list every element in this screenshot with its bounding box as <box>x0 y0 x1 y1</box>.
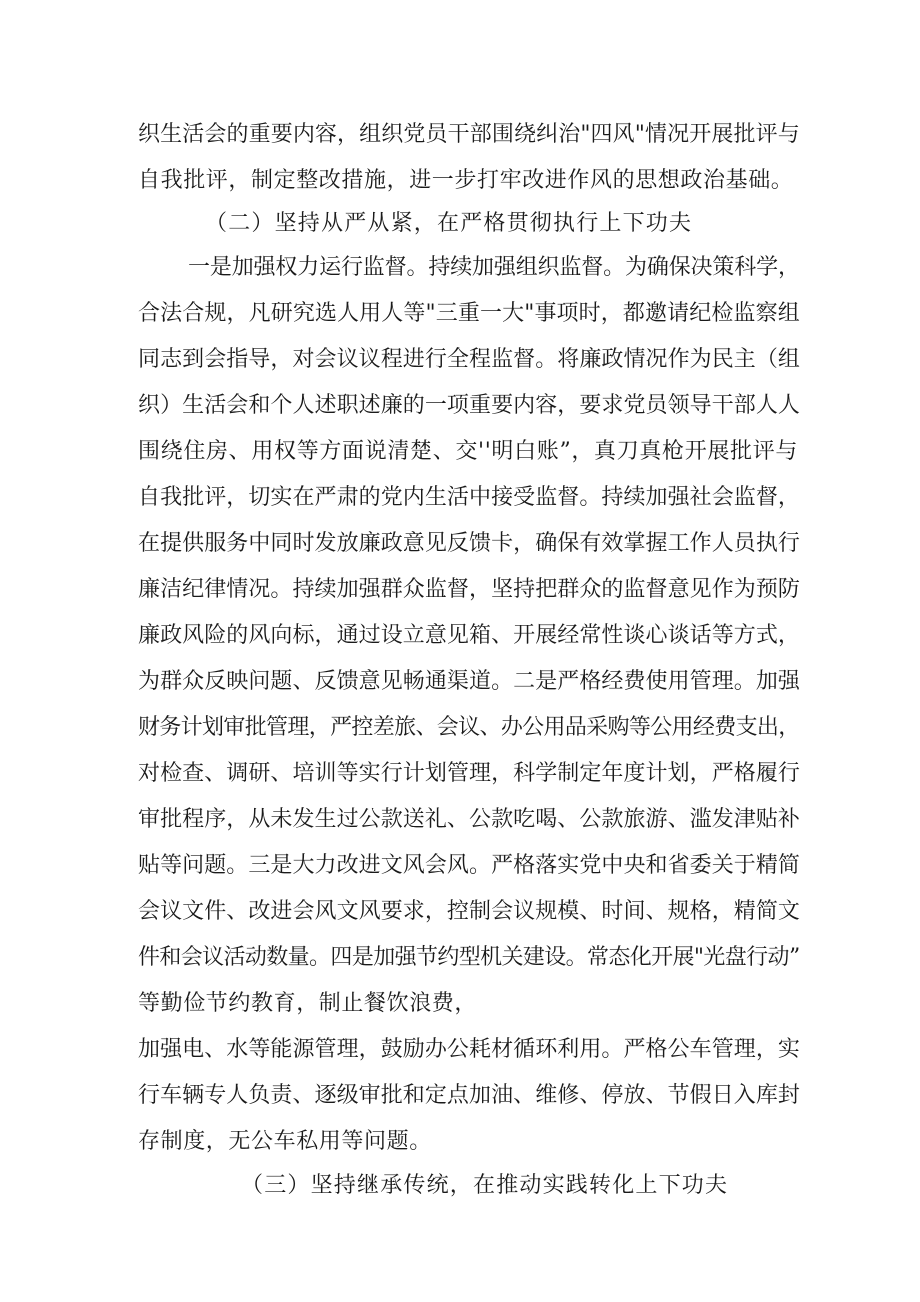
paragraph-line: 件和会议活动数量。四是加强节约型机关建设。常态化开展"光盘行动” <box>138 945 800 970</box>
paragraph-line: 织）生活会和个人述职述廉的一项重要内容，要求党员领导干部人人 <box>138 393 801 418</box>
paragraph-line: 自我批评，切实在严肃的党内生活中接受监督。持续加强社会监督， <box>138 485 801 510</box>
paragraph-line: 等勤俭节约教育，制止餐饮浪费， <box>138 991 478 1016</box>
paragraph-line: 同志到会指导，对会议议程进行全程监督。将廉政情况作为民主（组 <box>138 347 801 372</box>
paragraph-line: 自我批评，制定整改措施，进一步打牢改进作风的思想政治基础。 <box>138 168 794 193</box>
paragraph-line: 审批程序，从未发生过公款送礼、公款吃喝、公款旅游、滥发津贴补 <box>138 807 801 832</box>
paragraph-line: 会议文件、改进会风文风要求，控制会议规模、时间、规格，精简文 <box>138 899 801 924</box>
paragraph-line: 一是加强权力运行监督。持续加强组织监督。为确保决策科学， <box>188 255 800 280</box>
paragraph-line: 贴等问题。三是大力改进文风会风。严格落实党中央和省委关于精简 <box>138 853 801 878</box>
paragraph-line: 对检查、调研、培训等实行计划管理，科学制定年度计划，严格履行 <box>138 761 801 786</box>
paragraph-line: 廉洁纪律情况。持续加强群众监督，坚持把群众的监督意见作为预防 <box>138 577 801 602</box>
paragraph-line: 织生活会的重要内容，组织党员干部围绕纠治"四风"情况开展批评与 <box>138 122 800 147</box>
paragraph-line: 财务计划审批管理，严控差旅、会议、办公用品采购等公用经费支出， <box>138 715 800 740</box>
paragraph-line: 存制度，无公车私用等问题。 <box>138 1129 432 1154</box>
paragraph-line: 合法合规，凡研究选人用人等"三重一大"事项时，都邀请纪检监察组 <box>138 301 800 326</box>
paragraph-line: 加强电、水等能源管理，鼓励办公耗材循环利用。严格公车管理，实 <box>138 1037 801 1062</box>
section-heading-3: （三）坚持继承传统，在推动实践转化上下功夫 <box>241 1173 729 1198</box>
paragraph-line: 为群众反映问题、反馈意见畅通渠道。二是严格经费使用管理。加强 <box>138 669 801 694</box>
paragraph-line: 廉政风险的风向标，通过设立意见箱、开展经常性谈心谈话等方式， <box>138 623 801 648</box>
paragraph-line: 在提供服务中同时发放廉政意见反馈卡，确保有效掌握工作人员执行 <box>138 531 801 556</box>
section-heading-2: （二）坚持从严从紧，在严格贯彻执行上下功夫 <box>205 211 693 236</box>
paragraph-line: 围绕住房、用权等方面说清楚、交''明白账”，真刀真枪开展批评与 <box>138 439 798 464</box>
paragraph-line: 行车辆专人负责、逐级审批和定点加油、维修、停放、节假日入库封 <box>138 1083 801 1108</box>
